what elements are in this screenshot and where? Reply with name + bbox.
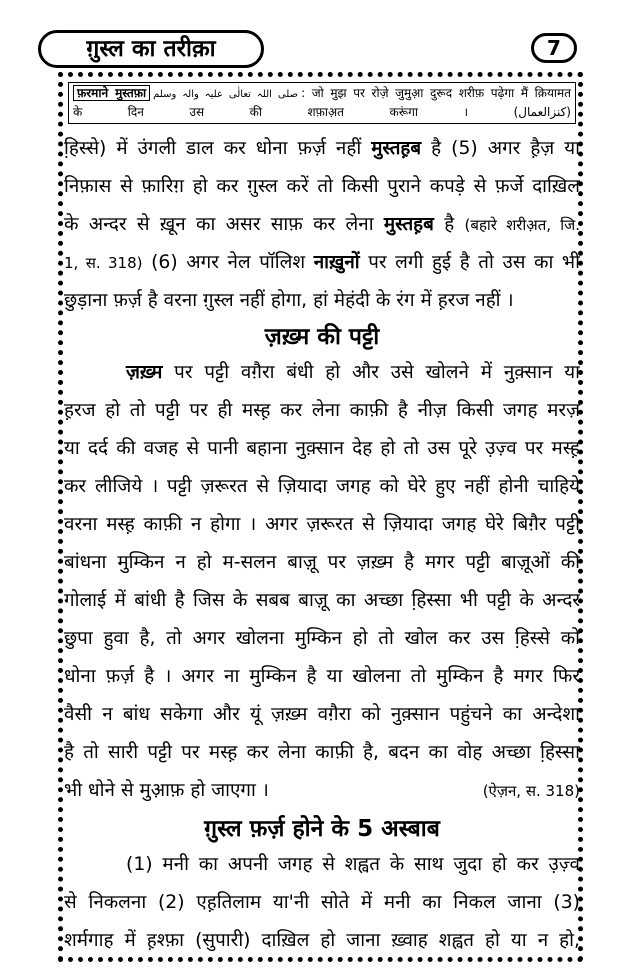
section-heading: ग़ुस्ल फ़र्ज़ होने के 5 अस्बाब xyxy=(204,816,440,842)
hadith-brand: फ़रमाने मुस्तफ़ा xyxy=(73,85,150,101)
page-title: ग़ुस्ल का तरीक़ा xyxy=(38,30,264,68)
body-line: भी धोने से मुआ़फ़ हो जाएगा । (ऐज़न, स. 318) xyxy=(64,774,580,808)
body-line: वरना मस्ह़ काफ़ी न होगा । अगर ज़रूरत से ज़ियादा जगह घेरे बिग़ैर पट्टी xyxy=(64,514,580,535)
body-line: धोना फ़र्ज़ है । अगर ना मुम्किन है या खोलना तो मुम्किन है मगर फिर xyxy=(64,666,580,687)
body-line: बांधना मुम्किन न हो म-सलन बाज़ू पर ज़ख़्म है मगर पट्टी बाज़ूओं की xyxy=(64,552,580,573)
hadith-source: (کنزالعمال) xyxy=(513,105,571,119)
term-zakhm: ज़ख़्म xyxy=(126,362,163,383)
body-line: शर्मगाह में ह़श्फ़ा (सुपारी) दाख़िल हो जाना ख़्वाह शह्वत हो या न हो, xyxy=(64,930,580,951)
body-line: 1, स. 318) (6) अगर नेल पॉलिश नाख़ुनों पर लगी हुई है तो उस का भी xyxy=(64,252,580,273)
term-nakhun: नाख़ुनों xyxy=(313,252,360,273)
section-heading: ज़ख़्म की पट्टी xyxy=(264,324,380,350)
page-number: 7 xyxy=(531,33,577,63)
hadith-line-2: के दिन उस की शफ़ाअ़त करूंगा । xyxy=(73,105,469,119)
reference: (बहारे शरीअ़त, जि. xyxy=(464,216,580,234)
reference: (ऐज़न, स. 318) xyxy=(482,782,580,800)
hadith-line-1: : जो मुझ पर रोज़े जुमुआ़ दुरूद शरीफ़ पढ़ेगा मैं क़ियामत xyxy=(301,86,571,100)
body-line: गोलाई में बांधी है जिस के सबब बाज़ू का अच्छा हि़स्सा भी पट्टी के अन्दर xyxy=(64,590,580,611)
body-line: छुड़ाना फ़र्ज़ है वरना ग़ुस्ल नहीं होगा, हां मेहंदी के रंग में ह़रज नहीं । xyxy=(64,290,514,311)
body-line: निफ़ास से फ़ारिग़ हो कर ग़ुस्ल करें तो किसी पुराने कपड़े से फ़र्जे दाख़िल xyxy=(64,176,580,197)
hadith-arabic: صلی اللہ تعالٰی علیہ والہ وسلم xyxy=(153,89,299,100)
body-line: (1) मनी का अपनी जगह से शह्वत के साथ जुदा हो कर उ़ज़्व xyxy=(126,854,580,875)
body-line: हि़स्से) में उंगली डाल कर धोना फ़र्ज़ नहीं मुस्तह़ब है (5) अगर ह़ैज़ या xyxy=(64,138,580,159)
term-mustahab: मुस्तह़ब xyxy=(383,214,434,235)
body-line: कर लीजिये । पट्टी ज़रूरत से ज़ियादा जगह को घेरे हुए नहीं होनी चाहिये xyxy=(64,476,580,497)
body-line: ह़रज हो तो पट्टी पर ही मस्ह़ कर लेना काफ़ी है नीज़ किसी जगह मरज़ xyxy=(64,400,580,421)
reference: 1, स. 318) xyxy=(64,254,143,272)
body-line: छुपा हुवा है, तो अगर खोलना मुम्किन हो तो खोल कर उस हि़स्से को xyxy=(64,628,580,649)
body-line: के अन्दर से ख़ून का असर साफ़ कर लेना मुस्तह़ब है (बहारे शरीअ़त, जि. xyxy=(64,214,580,235)
hadith-box xyxy=(68,82,576,124)
body-line: या दर्द की वजह से पानी बहाना नुक़्सान देह हो तो उस पूरे उ़ज़्व पर मस्ह़ xyxy=(64,438,580,459)
body-line: है तो सारी पट्टी पर मस्ह़ कर लेना काफ़ी है, बदन का वोह अच्छा हि़स्सा xyxy=(64,742,580,763)
body-line: ज़ख़्म पर पट्टी वग़ैरा बंधी हो और उसे खोलने में नुक़्सान या xyxy=(126,362,580,383)
body-line: वैसी न बांध सकेगा और यूं ज़ख़्म वग़ैरा को नुक़्सान पहुंचने का अन्देशा xyxy=(64,704,580,725)
term-mustahab: मुस्तह़ब xyxy=(371,138,422,159)
body-line: से निकलना (2) एह़तिलाम या'नी सोते में मनी का निकल जाना (3) xyxy=(64,892,580,913)
